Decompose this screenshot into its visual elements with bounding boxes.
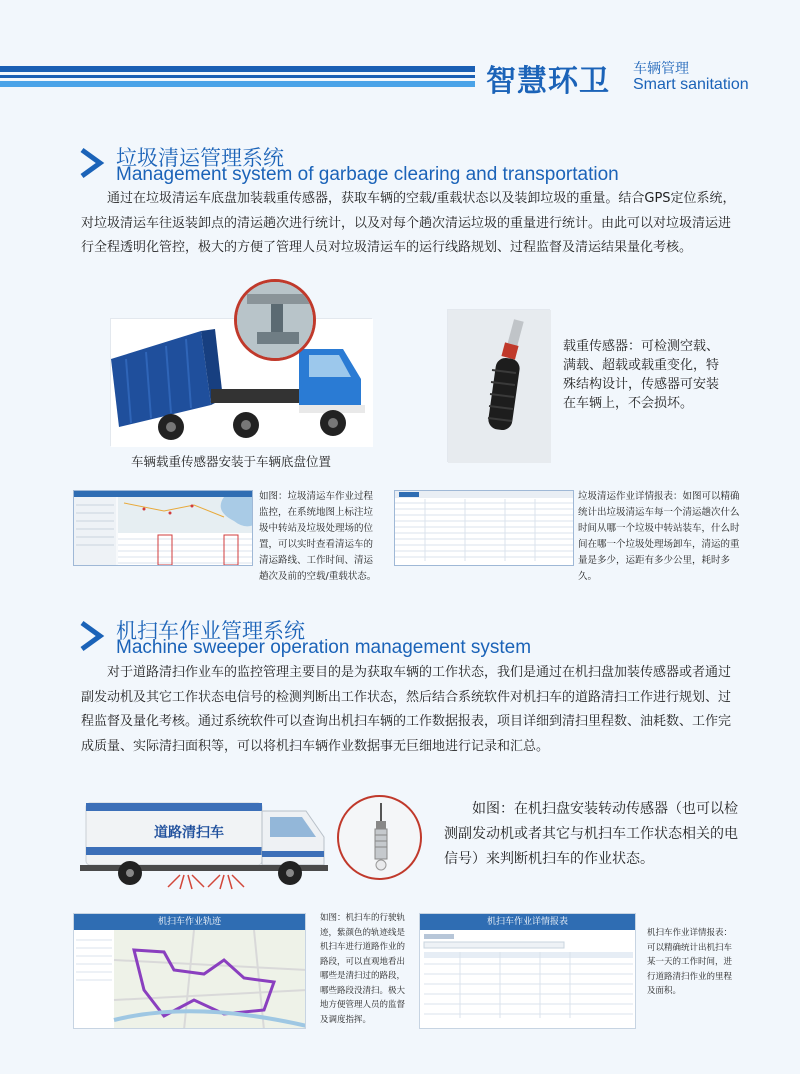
map-description: 如图：垃圾清运车作业过程监控，在系统地图上标注垃圾中转站及垃圾处理场的位置，可以实时查看清运车的清运路线、工作时间、清运趟次及前的空载/重载状态。 [259, 491, 377, 582]
rotation-sensor-inset [337, 795, 422, 880]
track-description: 如图：机扫车的行驶轨迹，紫颜色的轨迹线是机扫车进行道路作业的路段，可以直观地看出哪些是清扫过的路段，哪些路段没清扫。极大地方便管理人员的监督及调度指挥。 [320, 913, 406, 1025]
section1-title-cn: 垃圾清运管理系统 [116, 146, 284, 170]
header-title: 智慧环卫 [486, 64, 610, 99]
section2-paragraph: 对于道路清扫作业车的监控管理主要目的是为获取车辆的工作状态，我们是通过在机扫盘加装传感器或者通过副发动机及其它工作状态电信号的检测判断出工作状态，然后结合系统软件对机扫车的道路清扫工作进行规划、过程监督及量化考核。通过系统软件可以查询出机扫车辆的工作数据报表，项目详细到清扫里程数、油耗数、工作完成质量、实际清扫面积等，可以将机扫车辆作业数据事无巨细地进行记录和汇总。 [81, 665, 732, 754]
sweeper-truck-photo [80, 793, 330, 893]
section2-title-en: Machine sweeper operation management system [116, 637, 532, 658]
section1-title-en: Management system of garbage clearing and transportation [116, 164, 619, 185]
section2-title-cn: 机扫车作业管理系统 [116, 619, 305, 643]
load-sensor-photo [447, 309, 550, 462]
sensor-description: 载重传感器：可检测空载、满载、超载或载重变化，特殊结构设计，传感器可安装在车辆上，不会损坏。 [563, 339, 720, 411]
garbage-monitor-map-screenshot [73, 490, 253, 566]
header-stripes [0, 66, 475, 87]
sweeper-description: 如图：在机扫盘安装转动传感器（也可以检测副发动机或者其它与机扫车工作状态相关的电信号）来判断机扫车的作业状态。 [444, 801, 738, 867]
garbage-report-screenshot [394, 490, 574, 566]
truck-caption: 车辆载重传感器安装于车辆底盘位置 [131, 454, 332, 469]
track-screenshot-title: 机扫车作业轨迹 [74, 914, 305, 930]
sweeper-side-label: 道路清扫车 [154, 825, 224, 841]
sweeper-report-screenshot [419, 913, 636, 1029]
sweeper-report-description: 机扫车作业详情报表：可以精确统计出机扫车某一天的工作时间，进行道路清扫作业的里程及面积。 [647, 928, 733, 996]
chevron-right-icon [76, 146, 106, 180]
header-subtitle-cn: 车辆管理 [633, 61, 689, 77]
sensor-closeup-inset [234, 279, 316, 361]
section1-paragraph: 通过在垃圾清运车底盘加装载重传感器，获取车辆的空载/重载状态以及装卸垃圾的重量。结合GPS定位系统，对垃圾清运车往返装卸点的清运趟次进行统计，以及对每个趟次清运垃圾的重量进行统计。由此可以对垃圾清运进行全程透明化管控，极大的方便了管理人员对垃圾清运车的运行线路规划、过程监督及清运结果量化考核。 [81, 191, 736, 255]
header-subtitle-en: Smart sanitation [633, 76, 749, 93]
sweeper-track-screenshot [73, 913, 306, 1029]
chevron-right-icon [76, 619, 106, 653]
report-description: 垃圾清运作业详情报表：如图可以精确统计出垃圾清运车每一个清运趟次什么时间从哪一个垃圾中转站装车，什么时间在哪一个垃圾处理场卸车，清运的重量是多少，运距有多少公里，耗时多久。 [578, 491, 740, 582]
report-screenshot-title: 机扫车作业详情报表 [420, 914, 635, 930]
